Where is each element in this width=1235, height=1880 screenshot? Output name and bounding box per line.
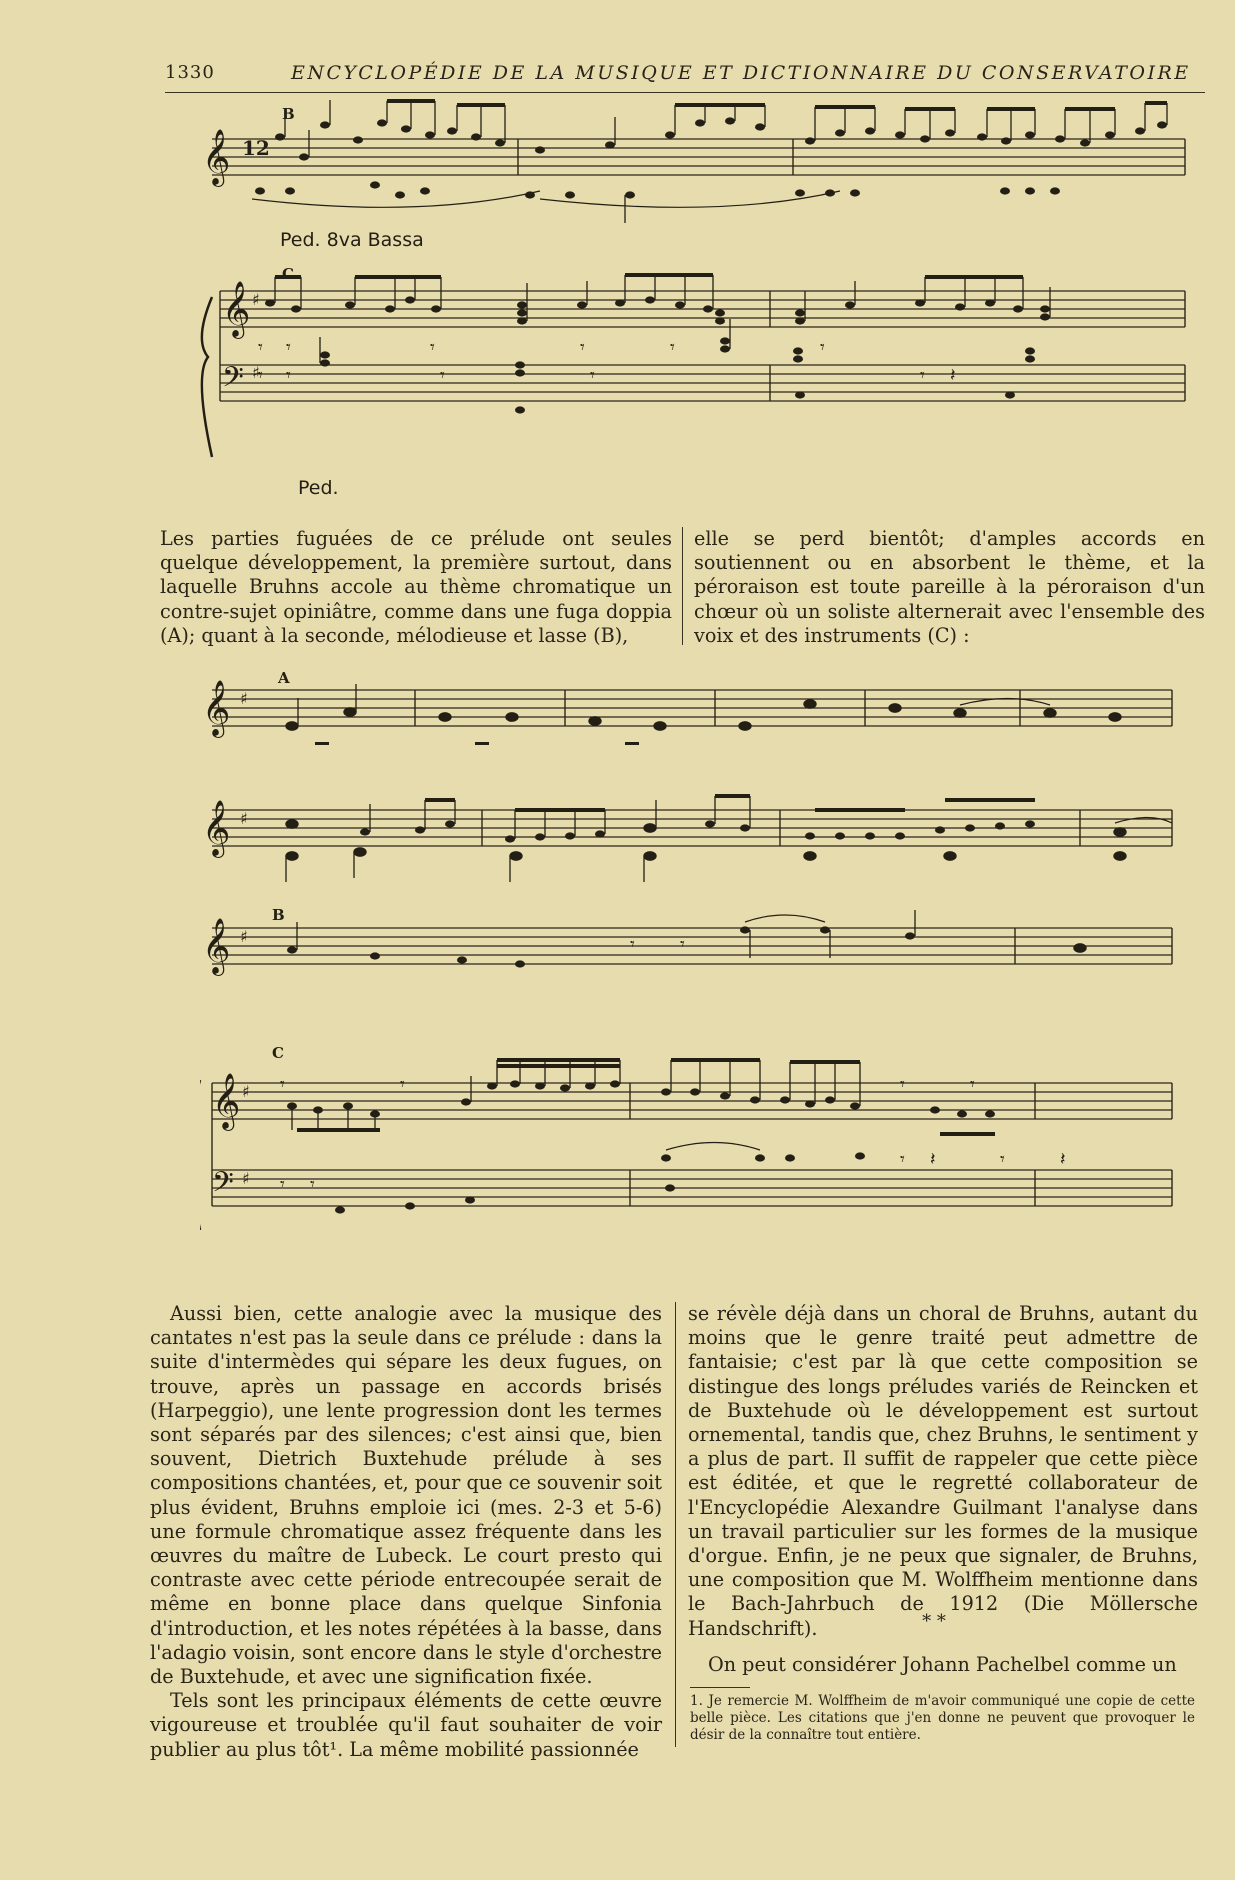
staff-c-rests [258,337,956,386]
treble-clef-icon: 𝄞 [202,680,231,736]
svg-text:𝄾: 𝄾 [280,1074,285,1095]
svg-text:𝄾: 𝄾 [680,934,685,955]
column-rule-1 [682,527,683,645]
treble-clef-icon: 𝄞 [222,281,251,337]
header-rule [165,92,1205,93]
asterism-divider: * * [922,1611,946,1632]
svg-text:𝄾: 𝄾 [900,1074,905,1095]
svg-text:𝄾: 𝄾 [590,365,595,386]
svg-text:𝄾: 𝄾 [580,337,585,358]
page-header [165,60,1205,90]
svg-text:𝄾: 𝄾 [258,365,263,386]
footnote-rule [690,1687,750,1688]
footnote-text: 1. Je remercie M. Wolffheim de m'avoir communiqué une copie de cette belle pièce. Les citations que j'en donne ne peuvent que provoquer le désir de la connaître tout entière. [690,1693,1195,1743]
svg-text:𝄾: 𝄾 [900,1149,905,1170]
ex-c-label: C [282,265,294,283]
paragraph-2-left-text-2: Tels sont les principaux éléments de cette œuvre vigoureuse et troublée qu'il faut souhaiter de voir publier au plus tôt¹. La même mobilité passionnée [150,1689,662,1761]
staff-c2-upper [212,1073,1172,1131]
staff-a-1 [202,680,1172,745]
svg-text:𝄾: 𝄾 [310,1174,315,1195]
sharp-icon: ♯ [242,1082,250,1101]
svg-text:𝄽: 𝄽 [930,1149,936,1170]
treble-clef-icon: 𝄞 [212,1073,241,1129]
ex-c2-label: C [272,1044,284,1062]
svg-text:𝄽: 𝄽 [950,365,956,386]
svg-text:𝄾: 𝄾 [430,337,435,358]
paragraph-2-right-text-2: On peut considérer Johann Pachelbel comme un [708,1653,1177,1676]
sharp-icon: ♯ [252,363,260,382]
staff-b [202,129,1185,187]
paragraph-1-right-text: elle se perd bientôt; d'amples accords en soutiennent ou en absorbent le thème, et la péroraison est toute pareille à la péroraison d'un chœur où un soliste alternerait avec l'ensemble des voix et des instruments (C) : [694,527,1205,647]
ex-b2-label: B [272,906,285,924]
brace-icon [202,297,212,457]
music-example-top [200,95,1200,500]
paragraph-1-left [160,527,672,648]
paragraph-2-left [150,1302,662,1762]
sharp-icon: ♯ [242,1169,250,1188]
svg-text:𝄾: 𝄾 [440,365,445,386]
svg-text:𝄾: 𝄾 [970,1074,975,1095]
ex-c-pedal: Ped. [298,477,339,499]
staff-b-notes [252,100,1167,223]
paragraph-2-right-text-1: se révèle déjà dans un choral de Bruhns, autant du moins que le genre traité peut admettre de fantaisie; c'est par là que cette composition se distingue des longs préludes variés de Reincken et de Buxtehude où le développement est surtout ornemental, tandis que, chez Bruhns, le sentiment y a plus de part. Il suffit de rappeler que cette pièce est éditée, et que le regretté collaborateur de l'Encyclopédie Alexandre Guilmant l'analyse dans un travail particulier sur les formes de la musique d'orgue. Enfin, je ne peux que signaler, de Bruhns, une composition que M. Wolffheim mentionne dans le Bach-Jahrbuch de 1912 (Die Möllersche Handschrift). [688,1302,1198,1640]
treble-clef-icon: 𝄞 [202,129,231,185]
svg-text:𝄾: 𝄾 [1000,1149,1005,1170]
svg-text:𝄾: 𝄾 [286,365,291,386]
svg-text:𝄾: 𝄾 [920,365,925,386]
paragraph-2-right [688,1302,1198,1641]
ex-a-label: A [278,669,290,687]
page-number: 1330 [165,62,215,83]
sharp-icon: ♯ [240,809,248,828]
svg-text:𝄾: 𝄾 [280,1174,285,1195]
staff-c-notes [265,275,1050,414]
sharp-icon: ♯ [240,927,248,946]
treble-clef-icon: 𝄞 [202,800,231,856]
paragraph-1-left-text: Les parties fuguées de ce prélude ont seules quelque développement, la première surtout, dans laquelle Bruhns accole au thème chromatique un contre-sujet opiniâtre, comme dans une fuga doppia (A); quant à la seconde, mélodieuse et lasse (B), [160,527,672,647]
svg-text:𝄾: 𝄾 [630,934,635,955]
svg-text:𝄽: 𝄽 [1060,1149,1066,1170]
music-example-middle [200,660,1200,1280]
svg-text:𝄾: 𝄾 [258,337,263,358]
staff-a-2 [202,796,1172,882]
bass-clef-icon: 𝄢 [212,1166,234,1206]
svg-text:𝄾: 𝄾 [670,337,675,358]
paragraph-2-right-end [688,1653,1198,1677]
paragraph-2-left-text-1: Aussi bien, cette analogie avec la musique des cantates n'est pas la seule dans ce prélude : dans la suite d'intermèdes qui sépare les deux fugues, on trouve, après un passage en accords brisés (Harpeggio), une lente progression dont les termes sont séparés par des silences; c'est ainsi que, bien souvent, Dietrich Buxtehude prélude à ses compositions chantées, et, pour que ce souvenir soit plus évident, Bruhns emploie ici (mes. 2-3 et 5-6) une formule chromatique assez fréquente dans les œuvres du maître de Lubeck. Le court presto qui contraste avec cette période entrecoupée serait de même en bonne place dans quelque Sinfonia d'introduction, et les notes répétées à la basse, dans l'adagio voisin, sont encore dans le style d'orchestre de Buxtehude, et avec une signification fixée. [150,1302,662,1689]
footnote [690,1693,1195,1744]
ex-b-pedal: Ped. 8va Bassa [280,229,424,251]
svg-text:𝄾: 𝄾 [820,337,825,358]
svg-text:𝄾: 𝄾 [400,1074,405,1095]
bass-clef-icon: 𝄢 [222,361,244,401]
treble-clef-icon: 𝄞 [202,918,231,974]
sharp-icon: ♯ [252,290,260,309]
running-title: ENCYCLOPÉDIE DE LA MUSIQUE ET DICTIONNAIRE DU CONSERVATOIRE [291,62,1191,84]
column-rule-2 [675,1302,676,1747]
svg-text:𝄾: 𝄾 [286,337,291,358]
time-signature: 12 [242,136,270,160]
ex-b-label: B [282,105,295,123]
staff-b2 [202,910,1172,976]
sharp-icon: ♯ [240,689,248,708]
staff-c-lower [220,291,1185,401]
paragraph-1-right [694,527,1205,648]
